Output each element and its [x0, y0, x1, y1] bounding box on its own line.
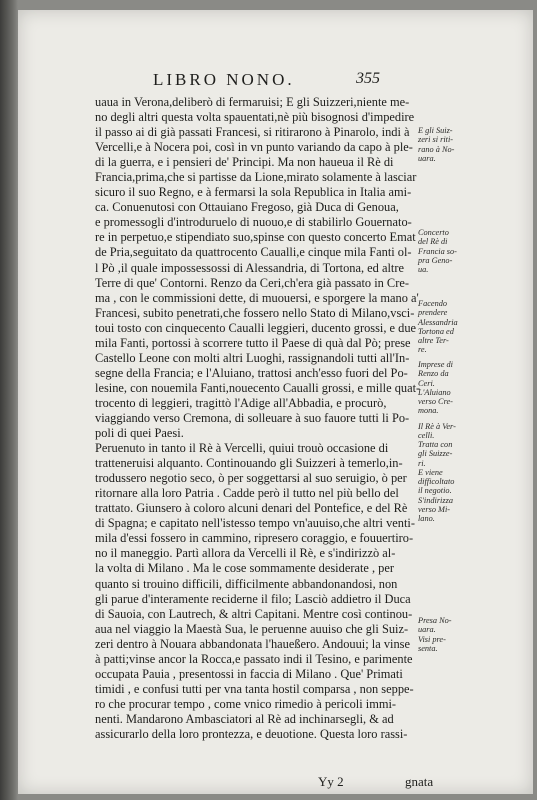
margin-note-line: verso Mi-: [418, 505, 451, 515]
text-line: ca. Conuenutosi con Ottauiano Fregoso, già Duca di Genoua,: [95, 200, 399, 215]
margin-note-line: re.: [418, 345, 427, 355]
text-line: lesine, con nouemila Fanti,nouecento Caualli grossi, e mille quat-: [95, 380, 421, 395]
margin-note-line: E viene: [418, 467, 443, 477]
page-header: [18, 70, 533, 92]
margin-note-line: Imprese di: [418, 360, 453, 369]
margin-note-line: L'Aluiano: [418, 387, 451, 397]
margin-note-line: Tratta con: [418, 440, 453, 449]
margin-note-line: pra Geno-: [418, 255, 453, 265]
margin-note-line: prendere: [418, 308, 448, 318]
page-number: 355: [356, 70, 380, 87]
text-line: occupata Pauia , presentossi in faccia di Milano . Que' Primati: [95, 666, 403, 681]
text-line: trodussero negotio seco, ò per soggettarsi al suo seruigio, ò per: [95, 471, 407, 486]
text-line: no il maneggio. Partì allora da Vercelli il Rè, e s'indirizzò al-: [95, 546, 396, 561]
text-line: trocento di leggieri, tragittò l'Adige all'Abbadia, e procurò,: [95, 395, 387, 410]
text-line: de Pria,seguitato da quattrocento Caualli,e cinque mila Fanti ol-: [95, 245, 412, 260]
margin-note-line: S'indirizza: [418, 495, 453, 505]
text-line: re in perpetuo,e stipendiato suo,spinse con questo concerto Emat: [95, 230, 416, 245]
text-line: Castello Leone con molti altri Luoghi, rassignandoli tutti all'In-: [95, 350, 410, 365]
text-line: Peruenuto in tanto il Rè à Vercelli, quiui trouò occasione di: [95, 441, 389, 456]
text-line: uaua in Verona,deliberò di fermaruisi; E gli Suizzeri,niente me-: [95, 95, 410, 109]
text-line: no degli altri questa volta spauentati,nè più bisognosi d'impedire: [95, 110, 415, 125]
text-line: timidi , e confusi tutti per vna tanta hostil comparsa , non seppe-: [95, 681, 414, 696]
margin-note-line: Tortona ed: [418, 326, 454, 336]
text-line: il passo ai di già passati Francesi, si ritirarono à Pinarolo, indi à: [95, 125, 410, 140]
text-line: tratteneruisi alquanto. Continouando gli Suizzeri à temerlo,in-: [95, 456, 403, 471]
text-line: toui tosto con cinquecento Caualli leggieri, ducento grossi, e due: [95, 320, 417, 335]
book-page: [18, 10, 533, 794]
text-line: l Pò ,il quale impossessossi di Alessandria, di Tortona, ed altre: [95, 260, 404, 275]
text-line: mila d'essi fossero in cammino, ripresero coraggio, e fouuertiro-: [95, 531, 414, 546]
catchword: gnata: [405, 774, 434, 789]
margin-note-line: Facendo: [418, 299, 448, 308]
text-line: Francesi, subito penetrati,che fossero nello Stato di Milano,vsci-: [95, 305, 415, 320]
margin-note-line: uara.: [418, 625, 436, 635]
margin-note-line: lano.: [418, 514, 435, 524]
margin-note-line: il negotio.: [418, 486, 452, 496]
text-line: zeri dentro à Nouara abbandonata l'haueßero. Andouui; la vinse: [95, 636, 410, 651]
text-line: assicurarlo della loro prontezza, e deuotione. Questa loro rassi-: [95, 726, 408, 741]
text-line: aua nel viaggio la Maestà Sua, le peruenne auuiso che gli Suiz-: [95, 621, 409, 636]
text-line: poli di quei Paesi.: [95, 426, 184, 441]
margin-note: [418, 616, 478, 653]
margin-note: [418, 440, 478, 524]
margin-note-line: Visi pre-: [418, 634, 446, 644]
margin-note-line: rano à No-: [418, 144, 455, 154]
margin-note-line: altre Ter-: [418, 336, 449, 346]
margin-note-line: verso Cre-: [418, 397, 453, 407]
margin-note-line: Renzo da: [418, 369, 449, 379]
signature-mark: Yy 2: [318, 774, 344, 789]
text-line: di Sauoia, con Lautrech, & altri Capitani. Mentre così continou-: [95, 606, 413, 621]
margin-note-line: mona.: [418, 406, 439, 416]
text-line: nenti. Mandarono Ambasciatori al Rè ad inchinarsegli, & ad: [95, 711, 394, 726]
body-text: [95, 95, 435, 742]
margin-note-line: celli.: [418, 431, 435, 441]
text-line: sicuro il suo Regno, e à fermarsi la sola Republica in Italia ami-: [95, 185, 412, 200]
text-line: quanto si trouino difficili, difficilmente abbandonandosi, non: [95, 576, 398, 591]
text-line: viaggiando verso Cremona, di solleuare à suo fauore tutti li Po-: [95, 410, 410, 425]
margin-note-line: uara.: [418, 153, 436, 163]
margin-note-line: Ceri.: [418, 378, 435, 388]
margin-note: [418, 299, 478, 355]
book-spine-shadow: [0, 0, 18, 800]
margin-note-line: difficoltato: [418, 477, 455, 487]
text-line: gli parue d'interamente reciderne il filo; Lasciò addietro il Duca: [95, 591, 411, 606]
text-line: à patti;vinse ancor la Rocca,e passato indi il Tesino, e parimente: [95, 651, 413, 666]
margin-note-line: gli Suizze-: [418, 449, 453, 459]
text-line: e promessogli d'introduruelo di nuouo,e di stabilirlo Gouernato-: [95, 215, 412, 230]
margin-note-line: Presa No-: [418, 616, 452, 625]
margin-note-line: ri.: [418, 458, 426, 468]
margin-note-line: Francia so-: [418, 246, 457, 256]
margin-note: [418, 360, 478, 416]
text-line: ritornare alla loro Patria . Cadde però il tutto nel più bello del: [95, 486, 399, 501]
text-line: Terre di que' Contorni. Renzo da Ceri,ch'era già passato in Cre-: [95, 275, 409, 290]
margin-note-line: E gli Suiz-: [418, 126, 453, 135]
margin-note-line: Concerto: [418, 228, 449, 237]
running-head: LIBRO NONO.: [153, 70, 295, 89]
margin-note-line: Alessandria: [418, 317, 458, 327]
margin-note-line: Il Rè à Ver-: [418, 422, 456, 431]
margin-note-line: del Rè di: [418, 237, 448, 247]
text-line: di la guerra, e i pensieri de' Principi. Ma non haueua il Rè di: [95, 155, 394, 170]
margin-note-line: ua.: [418, 265, 429, 275]
text-line: ro che procurar tempo , come vnico rimedio à pericoli immi-: [95, 696, 397, 711]
text-line: Vercelli,e à Nocera poi, così in vn punto variando da capo à ple-: [95, 140, 413, 155]
text-line: trattato. Giunsero à coloro alcuni denari del Pontefice, e del Rè: [95, 501, 408, 516]
margin-note-line: senta.: [418, 643, 438, 653]
margin-note-line: zeri si riti-: [418, 135, 454, 145]
text-line: la volta di Milano . Ma le cose sommamente desiderate , per: [95, 561, 395, 576]
text-line: ma , con le commissioni dette, di muouersi, e sporgere la mano a': [95, 290, 419, 305]
text-line: segne della Francia; e l'Aluiano, trattosi anch'esso fuori del Po-: [95, 365, 408, 380]
margin-note: [418, 126, 478, 163]
text-line: Francia,prima,che si partisse da Lione,mirato solamente à lasciar: [95, 170, 417, 185]
text-line: di Spagna; e capitato nell'istesso tempo vn'auuiso,che altri venti-: [95, 516, 416, 531]
margin-note: [418, 228, 478, 274]
margin-note: [418, 422, 478, 441]
text-line: mila Fanti, portossi à scorrere tutto il Paese di quà dal Pò; prese: [95, 335, 411, 350]
